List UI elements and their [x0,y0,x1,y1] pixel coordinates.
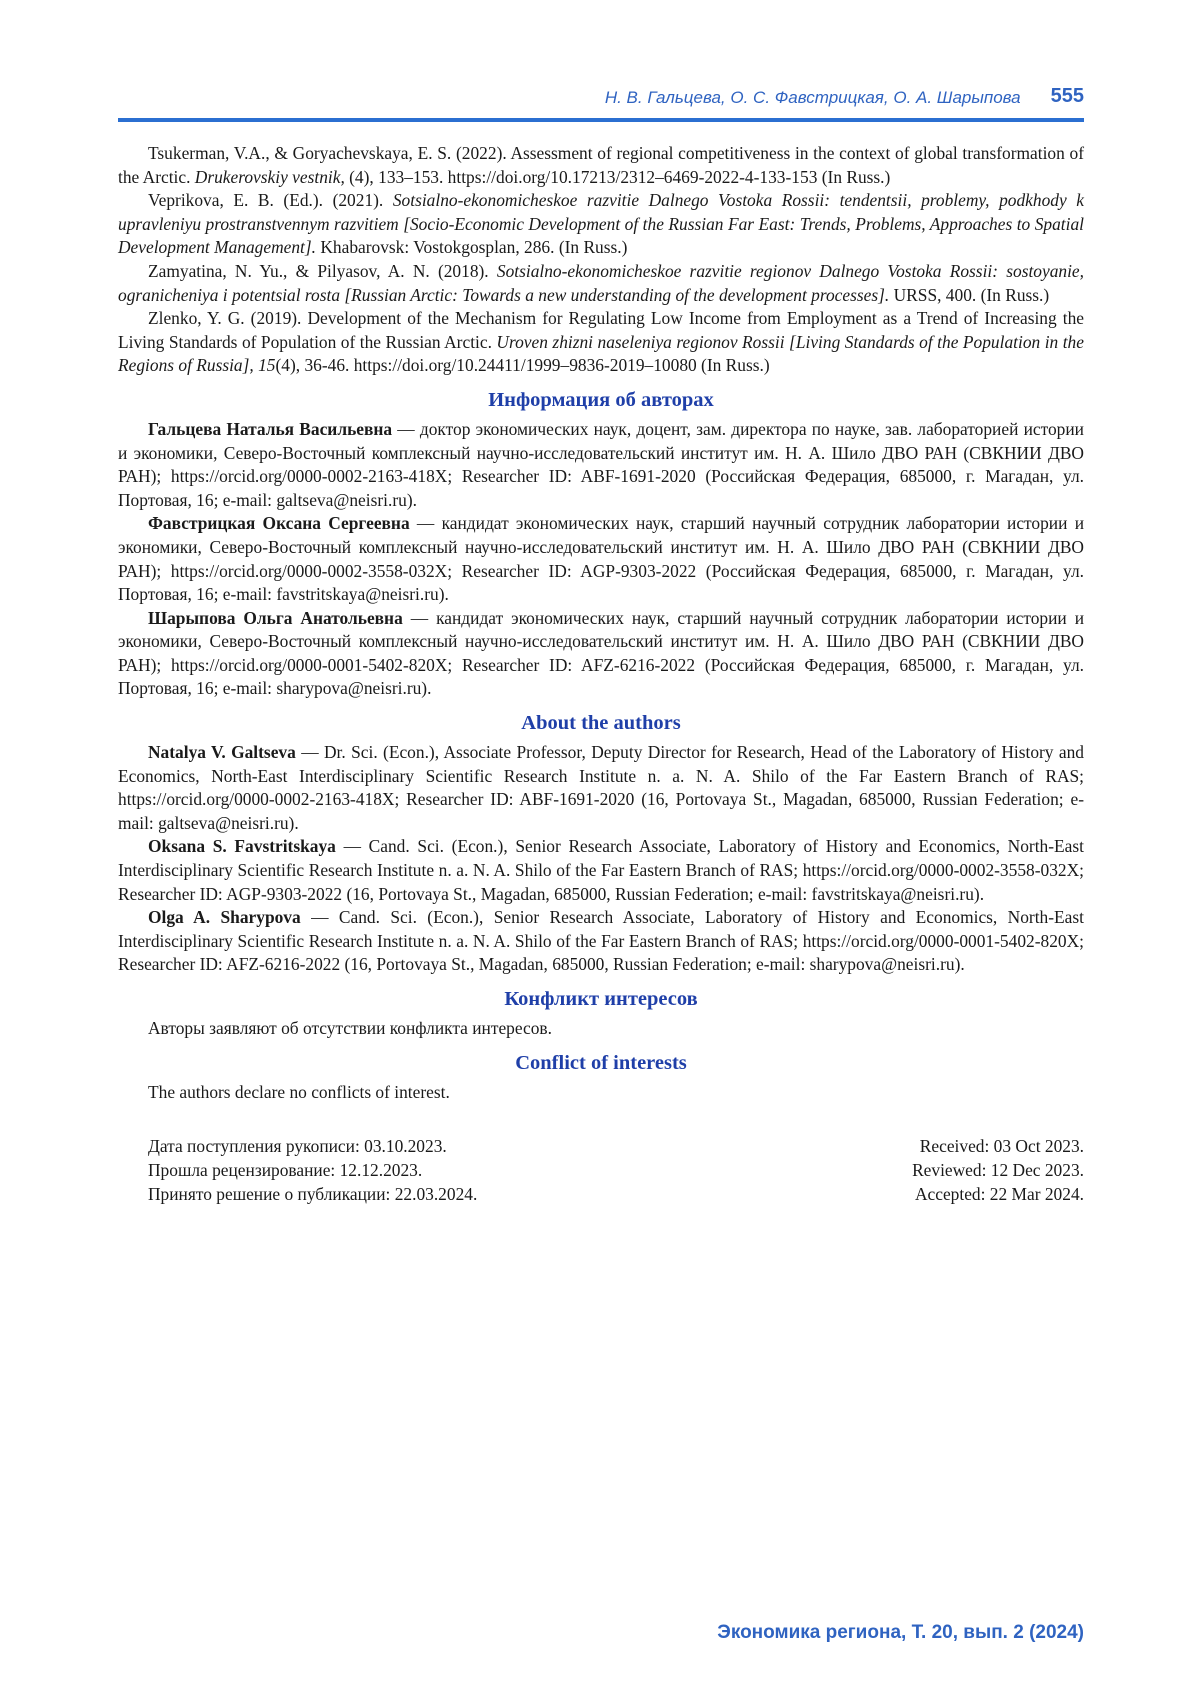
author-name: Гальцева Наталья Васильевна [148,418,393,439]
reference-source: Sotsialno-ekonomicheskoe razvitie Dalnego Vostoka Rossii: tendentsii, problemy, podkhody k upravleniyu prostranstvennym razvitiem [Socio-Economic Development of the Russian Far East: Trends, Problems, Approaches to Spatial Development Management]. [118,190,1084,258]
date-reviewed-ru: Прошла рецензирование: 12.12.2023. [148,1160,423,1181]
journal-footer: Экономика региона, Т. 20, вып. 2 (2024) [717,1622,1084,1643]
reference-text: Zamyatina, N. Yu., & Pilyasov, A. N. (2018). [148,260,497,281]
author-name: Oksana S. Favstritskaya [148,836,336,857]
author-name: Шарыпова Ольга Анатольевна [148,607,403,628]
running-header [118,84,1084,122]
date-received-ru: Дата поступления рукописи: 03.10.2023. [148,1136,447,1157]
reference-item [118,260,1084,307]
date-accepted-en: Accepted: 22 Mar 2024. [914,1184,1084,1205]
conflict-statement-en: The authors declare no conflicts of interest. [148,1081,450,1102]
author-entry [118,607,1084,701]
reference-text: Khabarovsk: Vostokgosplan, 286. (In Russ.) [316,237,628,258]
reference-list [118,142,1084,378]
section-title-conflict-ru: Конфликт интересов [504,988,698,1010]
authors-info-ru [118,418,1084,701]
date-received-en: Received: 03 Oct 2023. [919,1136,1084,1157]
header-authors: Н. В. Гальцева, О. С. Фавстрицкая, О. А. Шарыпова [604,88,1021,107]
authors-info-en [118,741,1084,977]
author-name: Фавстрицкая Оксана Сергеевна [148,513,410,534]
author-name: Natalya V. Galtseva [148,742,296,763]
date-reviewed-en: Reviewed: 12 Dec 2023. [912,1160,1084,1181]
author-details: — Dr. Sci. (Econ.), Associate Professor, Deputy Director for Research, Head of the Laboratory of History and Economics, North-East Interdisciplinary Scientific Research Institute n. a. N. A. Shilo of the Far Eastern Branch of RAS; https://orcid.org/0000-0002-2163-418X; Researcher ID: ABF-1691-2020 (16, Portovaya St., Magadan, 685000, Russian Federation; e-mail: galtseva@neisri.ru). [118,742,1085,833]
conflict-statement-ru: Авторы заявляют об отсутствии конфликта интересов. [148,1018,552,1038]
reference-text: URSS, 400. (In Russ.) [889,284,1050,305]
author-details: — Cand. Sci. (Econ.), Senior Research Associate, Laboratory of History and Economics, North-East Interdisciplinary Scientific Research Institute n. a. N. A. Shilo of the Far Eastern Branch of RAS; https://orcid.org/0000-0001-5402-820X; Researcher ID: AFZ-6216-2022 (16, Portovaya St., Magadan, 685000, Russian Federation; e-mail: sharypova@neisri.ru). [118,907,1084,975]
reference-source: Drukerovskiy vestnik, [194,166,345,187]
reference-item [118,142,1084,189]
author-details: — Cand. Sci. (Econ.), Senior Research Associate, Laboratory of History and Economics, North-East Interdisciplinary Scientific Research Institute n. a. N. A. Shilo of the Far Eastern Branch of RAS; https://orcid.org/0000-0002-3558-032X; Researcher ID: AGP-9303-2022 (16, Portovaya St., Magadan, 685000, Russian Federation; e-mail: favstritskaya@neisri.ru). [118,836,1084,904]
author-entry [118,512,1084,606]
reference-text: (4), 36-46. https://doi.org/10.24411/1999–9836-2019–10080 (In Russ.) [275,355,770,376]
reference-text: Veprikova, E. B. (Ed.). (2021). [148,190,393,211]
page-number: 555 [1050,85,1084,107]
reference-source: Sotsialno-ekonomicheskoe razvitie regionov Dalnego Vostoka Rossii: sostoyanie, ogranicheniya i potentsial rosta [Russian Arctic: Towards a new understanding of the development processes]. [118,260,1084,305]
reference-item [118,189,1084,260]
author-details: — доктор экономических наук, доцент, зам. директора по науке, зав. лабораторией истории и экономики, Северо-Восточный комплексный научно-исследовательский институт им. Н. А. Шило ДВО РАН (СВКНИИ ДВО РАН); https://orcid.org/0000-0002-2163-418X; Researcher ID: ABF-1691-2020 (Российская Федерация, 685000, г. Магадан, ул. Портовая, 16; e-mail: galtseva@neisri.ru). [118,418,1084,510]
author-entry [118,835,1084,906]
reference-item [118,307,1084,378]
manuscript-dates [118,1134,1084,1206]
author-entry [118,906,1084,977]
author-entry [118,418,1084,512]
section-title-authors-ru: Информация об авторах [488,388,714,411]
reference-text: (4), 133–153. https://doi.org/10.17213/2312–6469-2022-4-133-153 (In Russ.) [344,166,891,187]
author-details: — кандидат экономических наук, старший научный сотрудник лаборатории истории и экономики, Северо-Восточный комплексный научно-исследовательский институт им. Н. А. Шило ДВО РАН (СВКНИИ ДВО РАН); https://orcid.org/0000-0002-3558-032X; Researcher ID: AGP-9303-2022 (Российская Федерация, 685000, г. Магадан, ул. Портовая, 16; e-mail: favstritskaya@neisri.ru). [118,513,1084,605]
section-title-authors-en: About the authors [521,712,681,735]
author-name: Olga A. Sharypova [148,907,301,928]
reference-text: Zlenko, Y. G. (2019). Development of the Mechanism for Regulating Low Income from Employment as a Trend of Increasing the Living Standards of Population of the Russian Arctic. [118,308,1084,352]
author-details: — кандидат экономических наук, старший научный сотрудник лаборатории истории и экономики, Северо-Восточный комплексный научно-исследовательский институт им. Н. А. Шило ДВО РАН (СВКНИИ ДВО РАН); https://orcid.org/0000-0001-5402-820X; Researcher ID: AFZ-6216-2022 (Российская Федерация, 685000, г. Магадан, ул. Портовая, 16; e-mail: sharypova@neisri.ru). [118,607,1084,699]
author-entry [118,741,1084,835]
reference-text: Tsukerman, V.A., & Goryachevskaya, E. S. (2022). Assessment of regional competitiveness in the context of global transformation of the Arctic. [118,143,1084,187]
dates-en [912,1134,1084,1206]
date-accepted-ru: Принято решение о публикации: 22.03.2024. [148,1184,478,1205]
reference-source: Uroven zhizni naseleniya regionov Rossii [Living Standards of the Population in the Regions of Russia], 15 [118,331,1084,376]
page-content [118,142,1084,1206]
section-title-conflict-en: Conflict of interests [515,1051,687,1074]
dates-ru [118,1134,477,1206]
